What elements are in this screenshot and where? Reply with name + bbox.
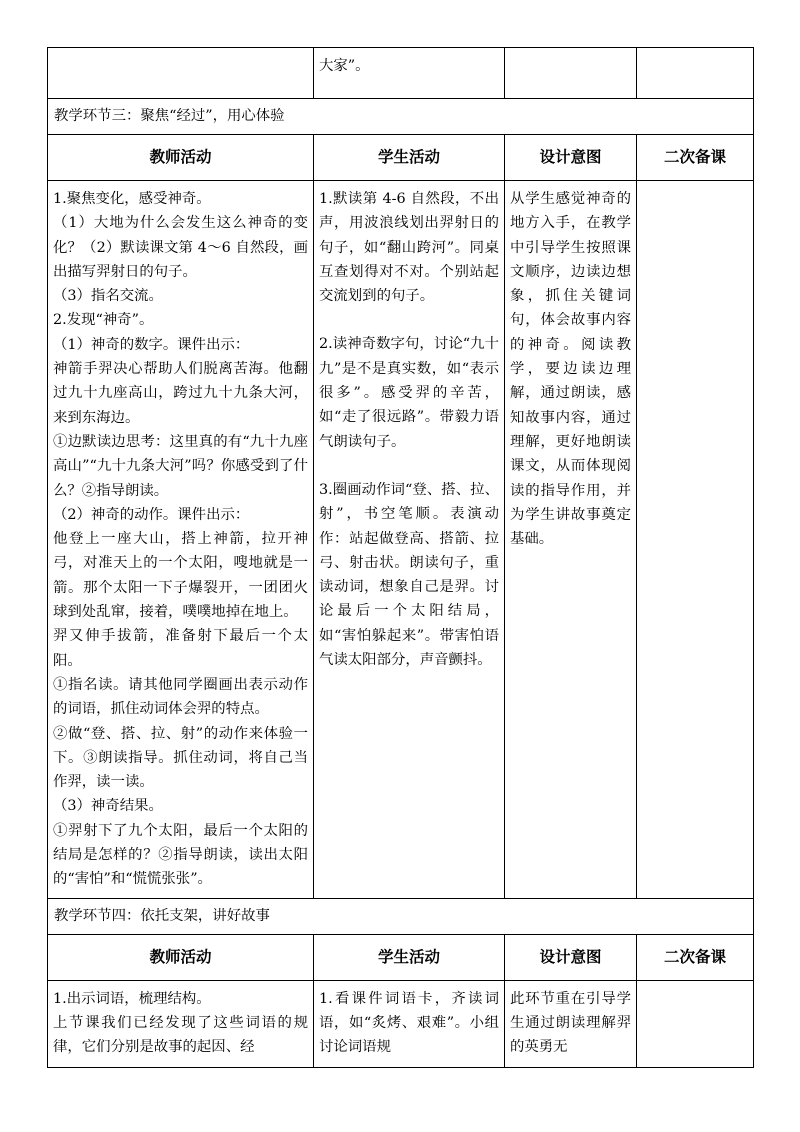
section-3-title: 教学环节三：聚焦“经过”，用心体验 [48, 99, 754, 135]
teacher-activity-cell [48, 980, 314, 1067]
header-design-intent: 设计意图 [505, 934, 637, 980]
teacher-activity-cell [48, 181, 314, 899]
teacher-line: ②做“登、搭、拉、射”的动作来体验一下。③朗读指导。抓住动词，将自己当作羿，读一读。 [53, 725, 308, 791]
lesson-plan-table [47, 47, 754, 1068]
design-intent-cell [505, 48, 637, 99]
teacher-activity-cell [48, 48, 314, 99]
header-student-activity: 学生活动 [314, 934, 505, 980]
teacher-line: （1）神奇的数字。课件出示： [53, 336, 250, 353]
student-activity-cell [314, 980, 505, 1067]
lesson-plan-page [47, 47, 753, 1068]
student-activity-cell [314, 48, 505, 99]
teacher-line: 2.发现“神奇”。 [53, 312, 154, 329]
header-row [48, 934, 754, 980]
teacher-line: （3）神奇结果。 [53, 798, 163, 815]
header-second-prep: 二次备课 [637, 135, 754, 181]
teacher-line: ①羿射下了九个太阳，最后一个太阳的结局是怎样的？②指导朗读，读出太阳的“害怕”和“慌慌张张”。 [53, 822, 308, 888]
section-title-row [48, 898, 754, 934]
table-row [48, 980, 754, 1067]
header-teacher-activity: 教师活动 [48, 934, 314, 980]
header-design-intent: 设计意图 [505, 135, 637, 181]
student-paragraph: 2.读神奇数字句，讨论“九十九”是不是真实数，如“表示很多”。感受羿的辛苦，如“走了很远路”。带毅力语气朗读句子。 [319, 336, 499, 450]
teacher-line: ①指名读。请其他同学圈画出表示动作的词语，抓住动词体会羿的特点。 [53, 676, 308, 718]
header-teacher-activity: 教师活动 [48, 135, 314, 181]
student-paragraph: 1.默读第 4-6 自然段，不出声，用波浪线划出羿射日的句子，如“翻山跨河”。同桌互查划得对不对。个别站起交流划到的句子。 [319, 191, 499, 305]
student-paragraph: 1.看课件词语卡，齐读词语，如“炙烤、艰难”。小组讨论词语规 [319, 990, 499, 1056]
second-prep-cell [637, 980, 754, 1067]
teacher-line: ①边默读边思考：这里真的有“九十九座高山”“九十九条大河”吗？你感受到了什么？②指导朗读。 [53, 433, 308, 499]
design-intent-cell [505, 980, 637, 1067]
teacher-line: 神箭手羿决心帮助人们脱离苦海。他翻过九十九座高山，跨过九十九条大河，来到东海边。 [53, 361, 308, 426]
teacher-line: 1.出示词语，梳理结构。 [53, 990, 211, 1007]
header-row [48, 135, 754, 181]
table-row [48, 48, 754, 99]
student-paragraph: 3.圈画动作词“登、搭、拉、射”，书空笔顺。表演动作：站起做登高、搭箭、拉弓、射击状。朗读句子，重读动词，想象自己是羿。讨论最后一个太阳结局，如“害怕躲起来”。带害怕语气读太阳部分，声音颤抖。 [319, 481, 499, 669]
header-student-activity: 学生活动 [314, 135, 505, 181]
table-row [48, 181, 754, 899]
design-intent-text: 从学生感觉神奇的地方入手，在教学中引导学生按照课文顺序，边读边想象，抓住关键词句，体会故事内容的神奇。阅读教学，要边读边理解，通过朗读，感知故事内容，通过理解，更好地朗读课文，从而体现阅读的指导作用，并为学生讲故事奠定基础。 [510, 191, 631, 548]
teacher-line: 羿又伸手拔箭，准备射下最后一个太阳。 [53, 628, 308, 669]
teacher-line: 1.聚焦变化，感受神奇。 [53, 191, 211, 207]
teacher-line: 他登上一座大山，搭上神箭，拉开神弓，对准天上的一个太阳，嗖地就是一箭。那个太阳一下子爆裂开，一团团火球到处乱窜，接着，噗噗地掉在地上。 [53, 531, 308, 621]
paragraph-spacer [319, 454, 499, 478]
teacher-line: （2）神奇的动作。课件出示： [53, 506, 250, 523]
student-activity-cell [314, 181, 505, 899]
design-intent-text: 此环节重在引导学生通过朗读理解羿的英勇无 [510, 990, 631, 1056]
teacher-line: （3）指名交流。 [53, 288, 163, 305]
header-second-prep: 二次备课 [637, 934, 754, 980]
teacher-line: 上节课我们已经发现了这些词语的规律，它们分别是故事的起因、经 [53, 1014, 308, 1056]
design-intent-cell [505, 181, 637, 899]
paragraph-spacer [319, 308, 499, 332]
student-activity-text: 大家”。 [319, 58, 370, 74]
section-title-row [48, 99, 754, 135]
second-prep-cell [637, 181, 754, 899]
second-prep-cell [637, 48, 754, 99]
teacher-line: （1）大地为什么会发生这么神奇的变化？（2）默读课文第 4～6 自然段，画出描写羿射日的句子。 [53, 215, 308, 280]
section-4-title: 教学环节四：依托支架，讲好故事 [48, 898, 754, 934]
